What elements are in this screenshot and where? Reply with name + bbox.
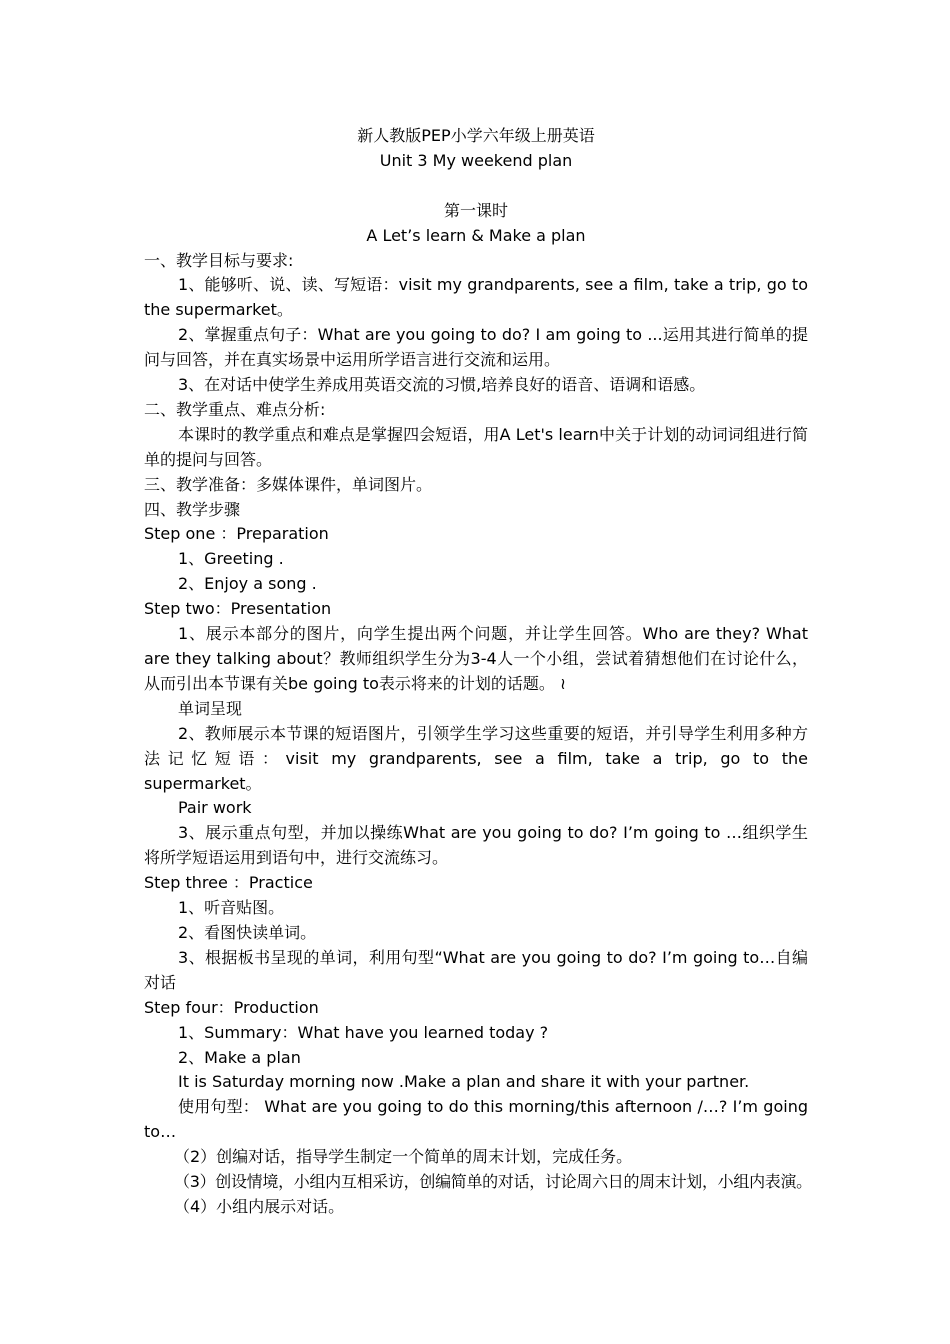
analysis-text: 本课时的教学重点和难点是掌握四会短语，用A Let's learn中关于计划的动词词组进行简单的提问与回答。 — [144, 424, 808, 469]
step-subheading: 单词呈现 — [178, 698, 243, 718]
objective-item: 3、在对话中使学生养成用英语交流的习惯,培养良好的语音、语调和语感。 — [178, 375, 706, 395]
prep-line: 三、教学准备：多媒体课件，单词图片。 — [144, 474, 433, 494]
step-title: Step three ：Practice — [144, 873, 313, 893]
step-item: 1、展示本部分的图片，向学生提出两个问题，并让学生回答。Who are they? What are they talking about？教师组织学生分为3-4人一个小组，尝试着猜想他们在讨论什么，从而引出本节课有关be going to表示将来的计划的话题。 ≀ — [144, 624, 808, 693]
objectives-heading: 一、教学目标与要求: — [144, 250, 294, 270]
objective-item: 2、掌握重点句子：What are you going to do? I am going to ...运用其进行简单的提问与回答，并在真实场景中运用所学语言进行交流和运用。 — [144, 325, 808, 370]
step-title: Step one ：Preparation — [144, 524, 329, 544]
analysis-heading: 二、教学重点、难点分析: — [144, 399, 326, 419]
step-item-continued: 法记忆短语：visit my grandparents, see a film, take a trip, go to the — [144, 748, 808, 768]
unit-title: Unit 3 My weekend plan — [379, 150, 573, 170]
step-note: （4）小组内展示对话。 — [174, 1196, 345, 1216]
objective-item: 1、能够听、说、读、写短语：visit my grandparents, see a film, take a trip, go to the supermarket。 — [144, 275, 808, 320]
step-item: 2、Enjoy a song . — [178, 574, 317, 594]
step-item: 2、看图快读单词。 — [178, 922, 317, 942]
step-title: Step two：Presentation — [144, 599, 332, 619]
step-item: 1、Greeting . — [178, 549, 284, 569]
step-subheading: Pair work — [178, 798, 252, 818]
step-item: 3、根据板书呈现的单词，利用句型“What are you going to do? I’m going to…自编对话 — [144, 947, 808, 992]
doc-title: 新人教版PEP小学六年级上册英语 — [357, 126, 595, 145]
step-item-continued: supermarket。 — [144, 773, 262, 793]
step-item: 2、教师展示本节课的短语图片，引领学生学习这些重要的短语，并引导学生利用多种方 — [178, 723, 808, 743]
section-title: A Let’s learn & Make a plan — [366, 225, 586, 245]
spacer — [144, 174, 808, 199]
steps-heading: 四、教学步骤 — [144, 499, 241, 519]
step-item: 1、Summary：What have you learned today ? — [178, 1022, 549, 1042]
step-item: 3、展示重点句型，并加以操练What are you going to do? I’m going to …组织学生将所学短语运用到语句中，进行交流练习。 — [144, 823, 808, 868]
lesson-label: 第一课时 — [443, 200, 508, 220]
step-item: 1、听音贴图。 — [178, 898, 285, 918]
document-body — [144, 124, 812, 1220]
step-item: 2、Make a plan — [178, 1047, 301, 1067]
step-note: （3）创设情境，小组内互相采访，创编简单的对话，讨论周六日的周末计划，小组内表演。 — [174, 1172, 812, 1192]
step-text: It is Saturday morning now .Make a plan and share it with your partner. — [178, 1072, 750, 1092]
step-text: 使用句型： What are you going to do this morning/this afternoon /…? I’m going to… — [144, 1097, 808, 1142]
step-note: （2）创编对话，指导学生制定一个简单的周末计划，完成任务。 — [174, 1147, 633, 1167]
step-title: Step four：Production — [144, 997, 319, 1017]
